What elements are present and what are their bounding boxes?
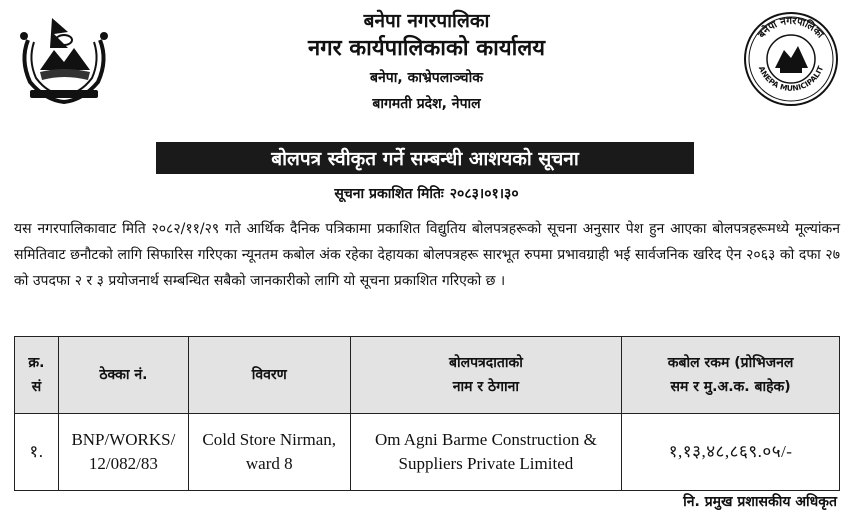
- header-amount: कबोल रकम (प्रोभिजनल सम र मु.अ.क. बाहेक): [622, 337, 840, 414]
- municipality-seal-icon: [742, 10, 840, 108]
- bid-table: [14, 336, 840, 491]
- cell-bidder: Om Agni Barme Construction & Suppliers Private Limited: [350, 414, 622, 491]
- table-row: [15, 414, 840, 491]
- letterhead: [150, 8, 703, 116]
- notice-title: बोलपत्र स्वीकृत गर्ने सम्बन्धी आशयको सूचना: [156, 142, 694, 174]
- publish-date-label: सूचना प्रकाशित मितिः: [334, 186, 444, 202]
- header-description: विवरण: [188, 337, 350, 414]
- seal-text-en: ANEPA MUNICIPALIT: [756, 64, 826, 93]
- publish-date: २०८३।०१।३०: [449, 186, 519, 202]
- header-bidder: बोलपत्रदाताको नाम र ठेगाना: [350, 337, 622, 414]
- signoff: नि. प्रमुख प्रशासकीय अधिकृत: [683, 494, 837, 510]
- seal-text: बनेपा नगरपालिका: [756, 15, 826, 41]
- cell-contract-no: BNP/WORKS/ 12/082/83: [58, 414, 188, 491]
- publish-date-line: [150, 184, 703, 203]
- table-header-row: [15, 337, 840, 414]
- nepal-emblem-icon: [10, 10, 118, 108]
- header-contract-no: ठेक्का नं.: [58, 337, 188, 414]
- cell-amount: १,१३,४८,८६९.०५/-: [622, 414, 840, 491]
- office-name: नगर कार्यपालिकाको कार्यालय: [308, 36, 545, 61]
- address-line2: बागमती प्रदेश, नेपाल: [372, 96, 481, 112]
- cell-description: Cold Store Nirman, ward 8: [188, 414, 350, 491]
- cell-sn: १.: [15, 414, 59, 491]
- header-sn: क्र. सं: [15, 337, 59, 414]
- address-line1: बनेपा, काभ्रेपलाञ्चोक: [370, 70, 483, 86]
- notice-body: यस नगरपालिकावाट मिति २०८२/११/२९ गते आर्थिक दैनिक पत्रिकामा प्रकाशित विद्युतिय बोलपत्रहरूको सूचना अनुसार पेश हुन आएका बोलपत्रहरूमध्ये मूल्यांकन समितिवाट छनौटको लागि सिफारिस गरिएका न्यूनतम कबोल अंक रहेका देहायका बोलपत्रहरू सारभूत रुपमा प्रभावग्राही भई सार्वजनिक खरिद ऐन २०६३ को दफा २७ को उपदफा २ र ३ प्रयोजनार्थ सम्बन्धित सबैको जानकारीको लागि यो सूचना प्रकाशित गरिएको छ ।: [14, 221, 840, 289]
- org-name: बनेपा नगरपालिका: [363, 10, 490, 32]
